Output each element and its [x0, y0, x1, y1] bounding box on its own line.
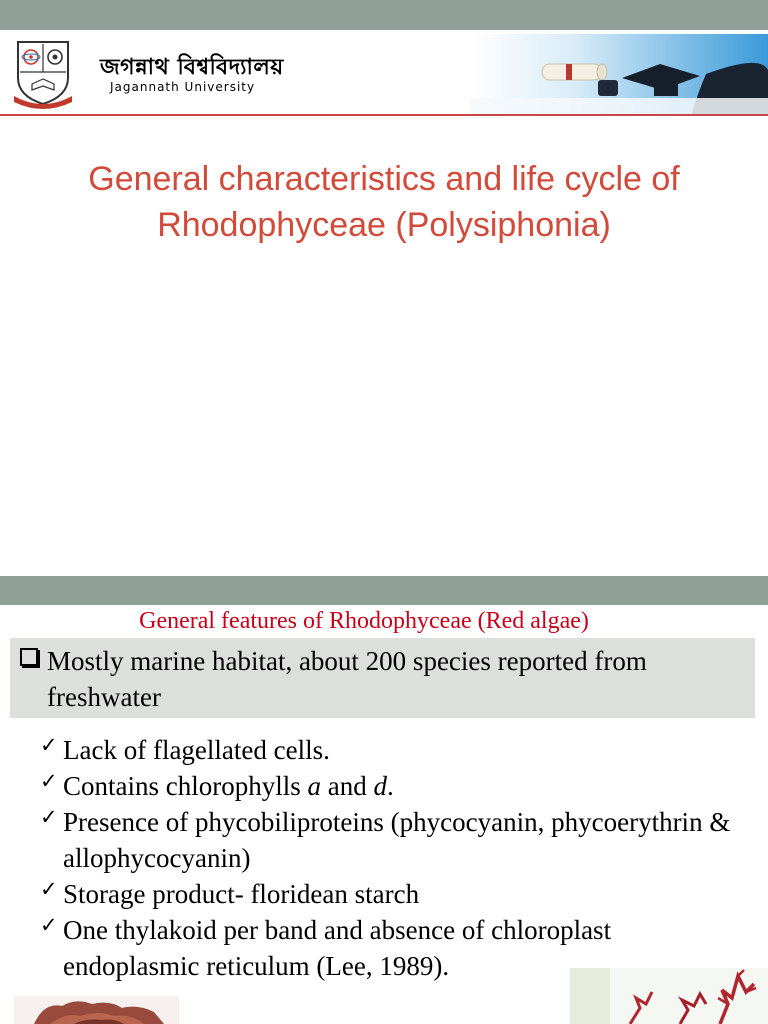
- features-slide: [0, 576, 768, 1024]
- list-item: ✓ Contains chlorophylls a and d.: [40, 768, 740, 804]
- list-item: ✓ Lack of flagellated cells.: [40, 732, 740, 768]
- list-item: ✓ Presence of phycobiliproteins (phycocyanin, phycoerythrin & allophycocyanin): [40, 804, 740, 876]
- section-heading: General features of Rhodophyceae (Red algae): [139, 608, 589, 634]
- university-seal-logo: [12, 38, 74, 110]
- slide-title: [20, 156, 748, 248]
- title-line-2: Rhodophyceae (Polysiphonia): [157, 206, 611, 244]
- top-color-band: [0, 576, 768, 605]
- checkmark-icon: ✓: [40, 805, 58, 829]
- red-algae-photo-left: [14, 996, 179, 1024]
- habitat-text: Mostly marine habitat, about 200 species reported from freshwater: [47, 646, 647, 712]
- habitat-highlight-box: [10, 638, 755, 718]
- checkmark-icon: ✓: [40, 877, 58, 901]
- feature-list: [40, 732, 740, 984]
- university-name-bengali: জগন্নাথ বিশ্ববিদ্যালয়: [100, 55, 284, 80]
- graduation-banner-image: [470, 34, 768, 114]
- university-name-english: Jagannath University: [110, 80, 256, 94]
- top-color-band: [0, 0, 768, 30]
- red-algae-photo-right: [570, 968, 768, 1024]
- title-line-1: General characteristics and life cycle of: [88, 160, 680, 198]
- list-item: ✓ One thylakoid per band and absence of chloroplast endoplasmic reticulum (Lee, 1989).: [40, 912, 740, 984]
- list-item: ✓ Storage product- floridean starch: [40, 876, 740, 912]
- checkmark-icon: ✓: [40, 733, 58, 757]
- hollow-square-bullet-icon: [20, 648, 38, 666]
- checkmark-icon: ✓: [40, 913, 58, 937]
- checkmark-icon: ✓: [40, 769, 58, 793]
- header-divider: [0, 114, 768, 116]
